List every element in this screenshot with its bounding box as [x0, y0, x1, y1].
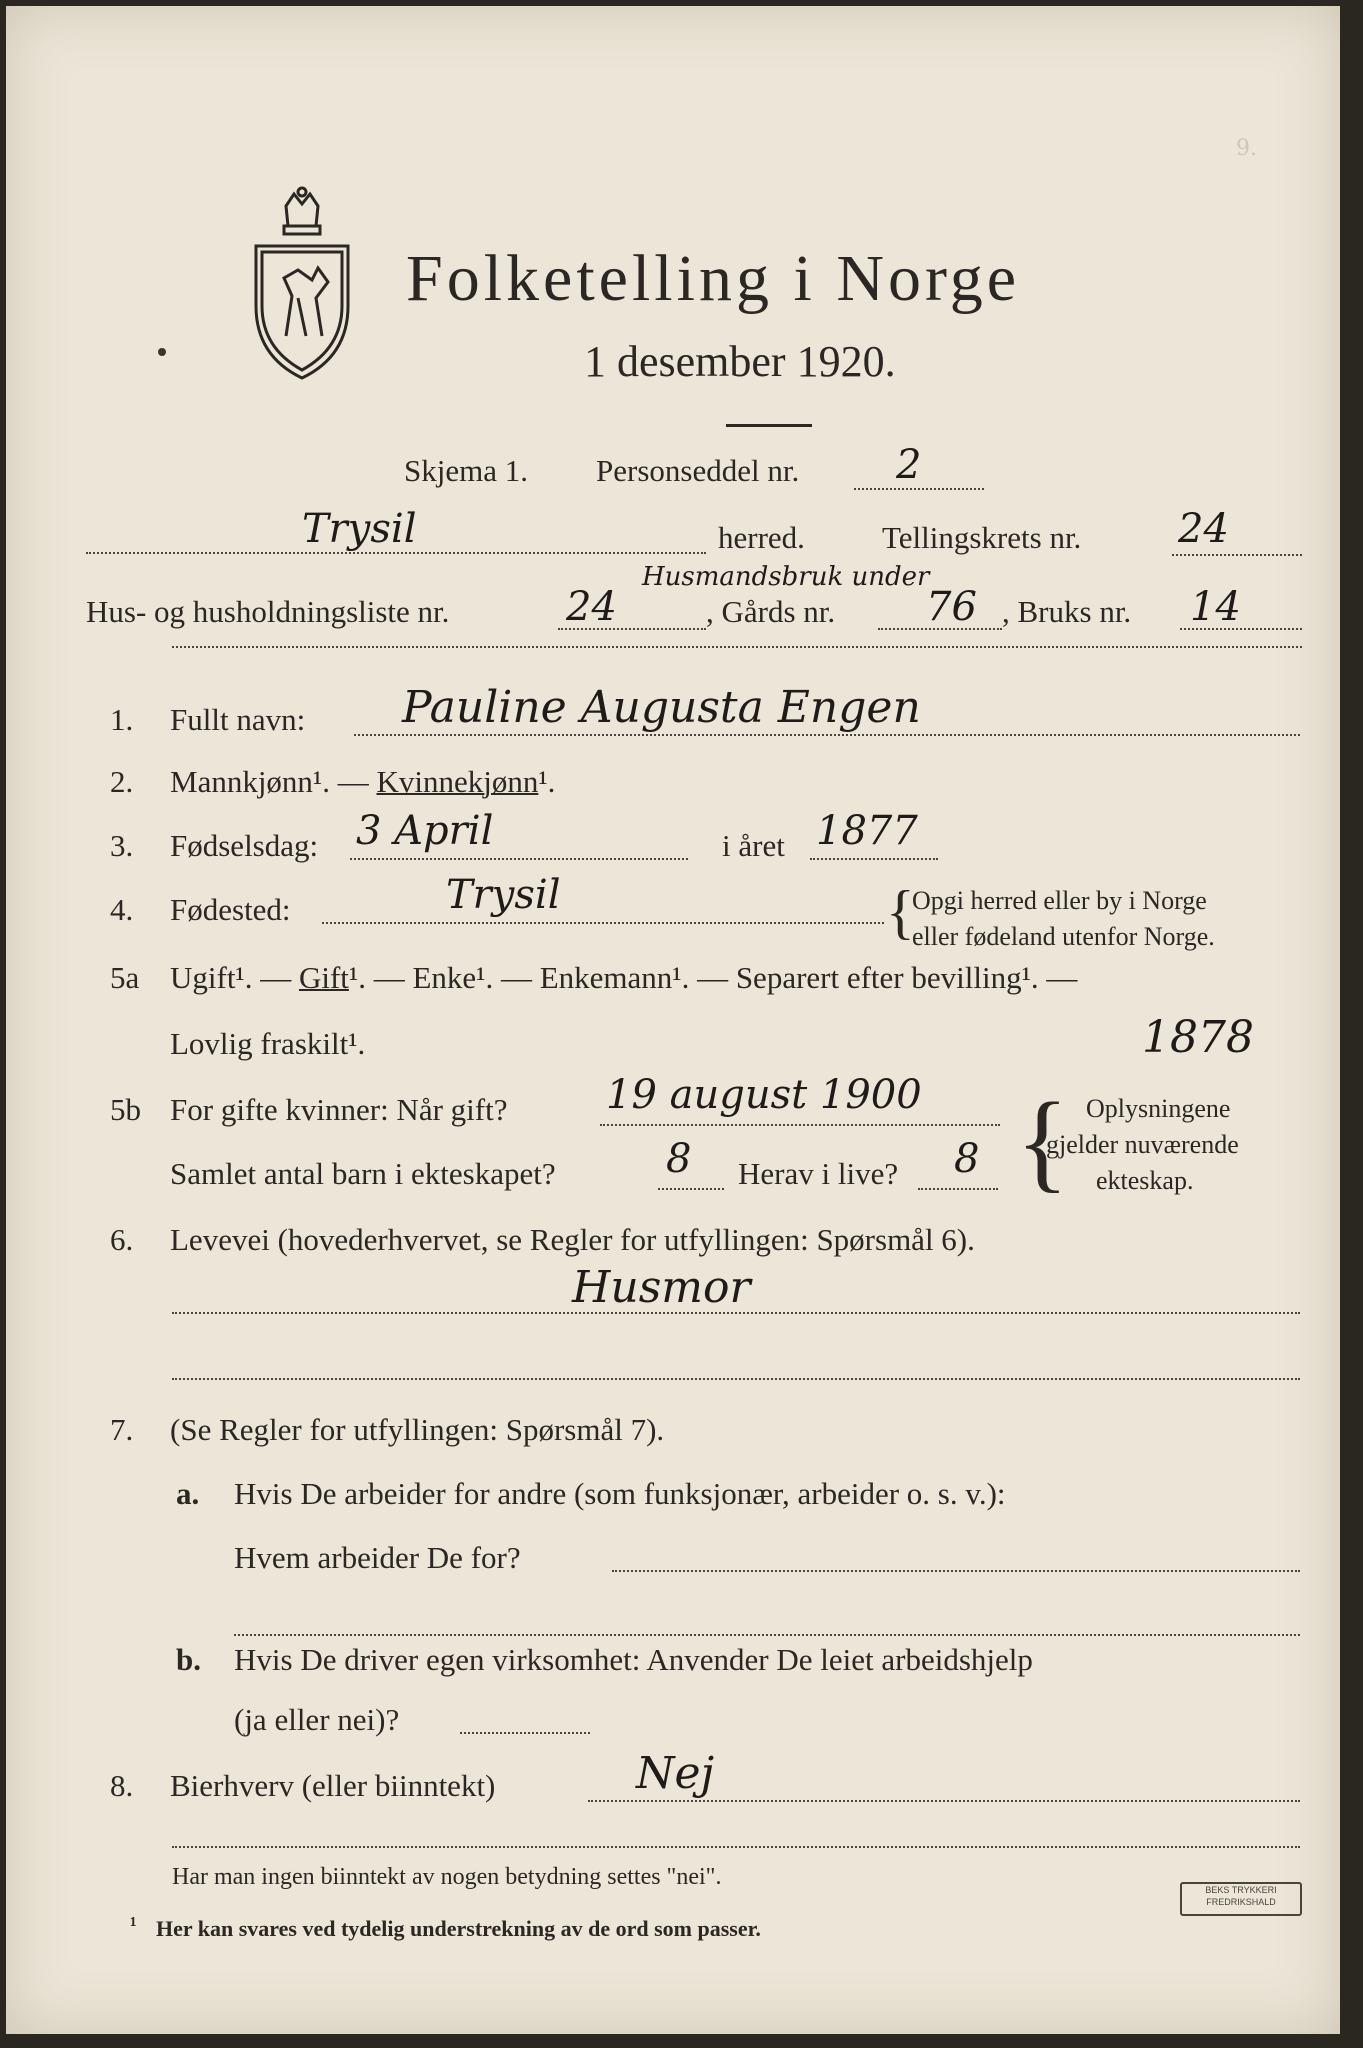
footnote-mark: ¹: [130, 1912, 137, 1937]
q7a-question: Hvis De arbeider for andre (som funksjonær, arbeider o. s. v.):: [234, 1476, 1006, 1511]
side-income-field[interactable]: [588, 1800, 1300, 1802]
birthplace-note-2: eller fødeland utenfor Norge.: [912, 922, 1215, 951]
occupation-extra-line[interactable]: [172, 1378, 1300, 1380]
q8-number: 8.: [110, 1768, 134, 1803]
occupation-label: Levevei (hovederhvervet, se Regler for utfyllingen: Spørsmål 6).: [170, 1222, 975, 1257]
q1-label: Fullt navn:: [170, 702, 306, 737]
q7b-number: b.: [176, 1642, 201, 1677]
q1-number: 1.: [110, 702, 134, 737]
bleed-through-text: 9.: [1236, 136, 1257, 161]
marriage-note-1: Oplysningene: [1086, 1094, 1231, 1123]
printer-stamp-line-1: BEKS TRYKKERI: [1205, 1885, 1277, 1895]
gards-label: , Gårds nr.: [706, 594, 836, 629]
alive-field[interactable]: [918, 1188, 998, 1190]
printer-stamp: [1180, 1882, 1302, 1916]
bruks-label: , Bruks nr.: [1002, 594, 1132, 629]
employer-field[interactable]: [612, 1570, 1300, 1572]
children-value: 8: [666, 1136, 692, 1182]
marriage-note-3: ekteskap.: [1096, 1166, 1194, 1195]
q7-number: 7.: [110, 1412, 134, 1447]
occupation-value: Husmor: [572, 1262, 751, 1313]
herred-field[interactable]: [86, 552, 706, 554]
status-unmarried[interactable]: Ugift¹. —: [170, 960, 299, 995]
q2-sex-options[interactable]: [170, 764, 555, 800]
birthplace-brace: {: [886, 879, 915, 945]
skjema-label: Skjema 1.: [404, 453, 528, 488]
birthplace-field[interactable]: [322, 922, 884, 924]
birthplace-value: Trysil: [446, 872, 561, 918]
q4-number: 4.: [110, 892, 134, 927]
personseddel-field[interactable]: [854, 488, 984, 490]
form-title: Folketelling i Norge: [406, 242, 1021, 315]
full-name-value: Pauline Augusta Engen: [402, 682, 921, 733]
birthday-value: 3 April: [356, 808, 494, 854]
census-form: [6, 6, 1340, 2034]
q5b-number: 5b: [110, 1092, 141, 1127]
q6-number: 6.: [110, 1222, 134, 1257]
marriage-note-2: gjelder nuværende: [1046, 1130, 1239, 1159]
gards-value: 76: [926, 584, 977, 630]
status-divorced[interactable]: Lovlig fraskilt¹.: [170, 1026, 366, 1061]
hired-help-field[interactable]: [460, 1732, 590, 1734]
margin-year-note: 1878: [1142, 1012, 1254, 1063]
herred-label: herred.: [718, 520, 805, 555]
husliste-label: Hus- og husholdningsliste nr.: [86, 594, 450, 629]
marriage-brace: {: [1016, 1080, 1069, 1202]
employer-label: Hvem arbeider De for?: [234, 1540, 521, 1575]
section-divider: [172, 646, 1302, 648]
children-label: Samlet antal barn i ekteskapet?: [170, 1156, 556, 1191]
birth-year-field[interactable]: [810, 858, 938, 860]
status-other-options[interactable]: ¹. — Enke¹. — Enkemann¹. — Separert efter bevilling¹. —: [348, 960, 1078, 995]
q2-number: 2.: [110, 764, 134, 799]
q5a-number: 5a: [110, 960, 140, 995]
q3-number: 3.: [110, 828, 134, 863]
no-income-note: Har man ingen biinntekt av nogen betydning settes "nei".: [172, 1864, 722, 1890]
employer-extra-line[interactable]: [234, 1634, 1300, 1636]
q4-label: Fødested:: [170, 892, 291, 927]
birth-year-label: i året: [722, 828, 785, 863]
tellingskrets-value: 24: [1178, 506, 1229, 552]
birthday-field[interactable]: [350, 858, 688, 860]
footnote-ref: ¹.: [538, 764, 556, 799]
marital-status-options[interactable]: [170, 960, 1077, 996]
title-divider: [726, 424, 812, 427]
full-name-field[interactable]: [354, 734, 1300, 736]
side-income-label: Bierhverv (eller biinntekt): [170, 1768, 496, 1803]
personseddel-value: 2: [896, 442, 922, 488]
coat-of-arms-icon: [246, 186, 358, 386]
side-income-value: Nej: [636, 1748, 715, 1799]
birthplace-note-1: Opgi herred eller by i Norge: [912, 886, 1207, 915]
sex-option-male[interactable]: Mannkjønn¹. —: [170, 764, 377, 799]
status-married-selected[interactable]: Gift: [298, 960, 349, 995]
tellingskrets-field[interactable]: [1172, 554, 1302, 556]
married-when-label: For gifte kvinner: Når gift?: [170, 1092, 508, 1127]
married-date-field[interactable]: [600, 1124, 1000, 1126]
sex-option-female-selected[interactable]: Kvinnekjønn: [376, 764, 539, 799]
q7a-number: a.: [176, 1476, 200, 1511]
form-date: 1 desember 1920.: [584, 337, 896, 386]
children-field[interactable]: [658, 1188, 724, 1190]
hired-help-label: (ja eller nei)?: [234, 1702, 400, 1737]
printer-stamp-line-2: FREDRIKSHALD: [1206, 1897, 1276, 1907]
husliste-value: 24: [566, 584, 617, 630]
birth-year-value: 1877: [816, 808, 918, 854]
q7b-question: Hvis De driver egen virksomhet: Anvender De leiet arbeidshjelp: [234, 1642, 1033, 1677]
bruks-value: 14: [1190, 584, 1241, 630]
married-date-value: 19 august 1900: [606, 1072, 922, 1118]
alive-value: 8: [954, 1136, 980, 1182]
side-income-extra-line[interactable]: [172, 1846, 1300, 1848]
q7-label: (Se Regler for utfyllingen: Spørsmål 7).: [170, 1412, 665, 1447]
herred-value: Trysil: [302, 506, 417, 552]
q3-label: Fødselsdag:: [170, 828, 319, 863]
ink-speck: [158, 348, 166, 356]
husmandsbruk-note: Husmandsbruk under: [642, 562, 930, 592]
tellingskrets-label: Tellingskrets nr.: [882, 520, 1082, 555]
footnote-text: Her kan svares ved tydelig understrekning av de ord som passer.: [156, 1916, 761, 1941]
alive-label: Herav i live?: [738, 1156, 899, 1191]
personseddel-label: Personseddel nr.: [596, 453, 800, 488]
